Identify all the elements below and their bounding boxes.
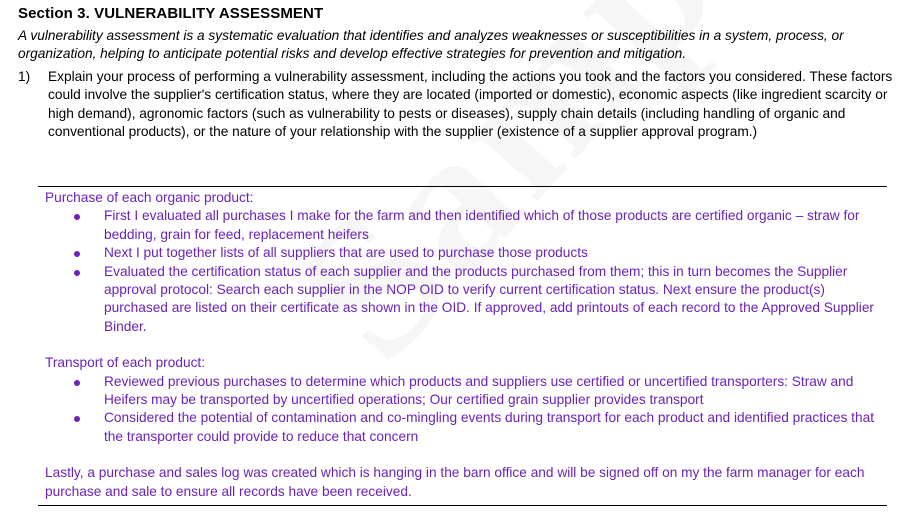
question-number: 1) [18, 69, 31, 84]
list-item [45, 373, 890, 410]
transport-section-title: Transport of each product: [45, 355, 206, 371]
list-item-text: Next I put together lists of all suppliers that are used to purchase those products [104, 245, 588, 261]
list-item-text: First I evaluated all purchases I make for the farm and then identified which of those products are certified organic – straw for bedding, grain for feed, replacement heifers [104, 208, 860, 242]
transport-list [45, 373, 890, 447]
list-item-text: Evaluated the certification status of each supplier and the products purchased from them; this in turn becomes the Supplier approval protocol: Search each supplier in the NOP OID to verify current certification status. Next ensure the product(s) purchased are listed on their certificate as shown in the OID. If approved, add printouts of each record to the Approved Supplier Binder. [104, 263, 874, 334]
list-item-text: Reviewed previous purchases to determine which products and suppliers use certified or uncertified transporters: Straw and Heifers may be transported by uncertified operations; Our certified grain supplier provides transport [104, 373, 854, 408]
bullet-icon [74, 380, 80, 386]
bullet-icon [74, 270, 80, 276]
closing-paragraph: Lastly, a purchase and sales log was created which is hanging in the barn office and will be signed off on my the farm manager for each purchase and sale to ensure all records have been received. [45, 465, 865, 499]
bullet-icon [74, 214, 80, 220]
list-item [45, 244, 890, 262]
bullet-icon [74, 251, 80, 257]
question-text: Explain your process of performing a vulnerability assessment, including the actions you took and the factors you considered. These factors could involve the supplier's certification status, where they are located (imported or domestic), economic aspects (like ingredient scarcity or high demand), agronomic factors (such as vulnerability to pests or diseases), supply chain details (including handling of organic and conventional products), or the nature of your relationship with the supplier (existence of a supplier approval program.) [48, 69, 893, 140]
list-item [45, 263, 890, 337]
answer-area [45, 189, 890, 501]
bullet-icon [74, 416, 80, 422]
purchase-section-title: Purchase of each organic product: [45, 190, 254, 205]
answer-bottom-rule [38, 505, 887, 506]
list-item-text: Considered the potential of contamination and co-mingling events during transport for each product and identified practices that the transporter could provide to reduce that concern [104, 410, 875, 444]
section-heading: Section 3. VULNERABILITY ASSESSMENT [18, 5, 324, 22]
list-item [45, 409, 890, 446]
purchase-list [45, 207, 890, 336]
answer-top-rule [38, 186, 887, 187]
section-intro: A vulnerability assessment is a systematic evaluation that identifies and analyzes weaknesses or susceptibilities in a system, process, or organization, helping to anticipate potential risks and develop effective strategies for prevention and mitigation. [18, 28, 844, 61]
list-item [45, 207, 890, 244]
